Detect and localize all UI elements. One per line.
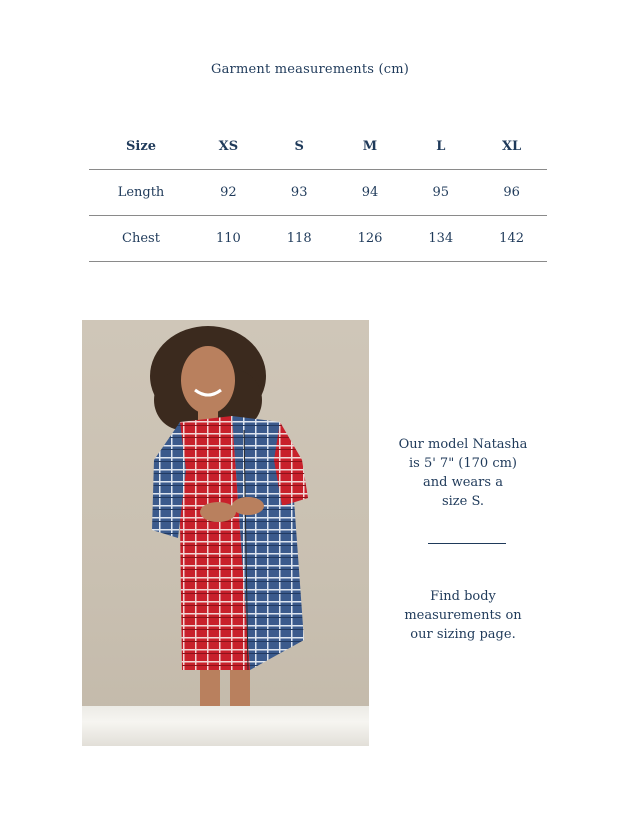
divider (428, 543, 506, 544)
header-cell: Size (126, 139, 156, 154)
table-header-row (89, 124, 547, 170)
baseboard (82, 706, 369, 746)
model-note (380, 435, 546, 511)
page-title: Garment measurements (cm) (211, 62, 409, 77)
table-cell: 96 (476, 170, 547, 216)
sizing-note-line: our sizing page. (410, 627, 516, 642)
sizing-note (380, 587, 546, 644)
model-photo (82, 320, 369, 746)
table-cell: 93 (264, 170, 335, 216)
table-cell: 142 (476, 216, 547, 262)
model-note-line: and wears a (423, 475, 503, 490)
model-note-line: is 5' 7" (170 cm) (408, 456, 518, 471)
table-cell: 110 (193, 216, 264, 262)
model-illustration (82, 320, 369, 746)
sizing-note-line: measurements on (404, 608, 522, 623)
size-table (89, 124, 547, 262)
table-cell: 134 (405, 216, 476, 262)
header-cell: S (294, 139, 304, 154)
table-row (89, 216, 547, 262)
table-cell: 92 (193, 170, 264, 216)
row-label: Chest (89, 216, 193, 262)
table-cell: 118 (264, 216, 335, 262)
table-cell: 126 (335, 216, 406, 262)
model-note-line: Our model Natasha (398, 437, 528, 452)
header-cell: XS (218, 139, 239, 154)
model-note-line: size S. (441, 494, 485, 509)
table-row (89, 170, 547, 216)
table-cell: 94 (335, 170, 406, 216)
table-cell: 95 (405, 170, 476, 216)
sizing-note-line: Find body (430, 589, 496, 604)
header-cell: M (362, 139, 378, 154)
row-label: Length (89, 170, 193, 216)
header-cell: L (436, 139, 446, 154)
header-cell: XL (501, 139, 522, 154)
